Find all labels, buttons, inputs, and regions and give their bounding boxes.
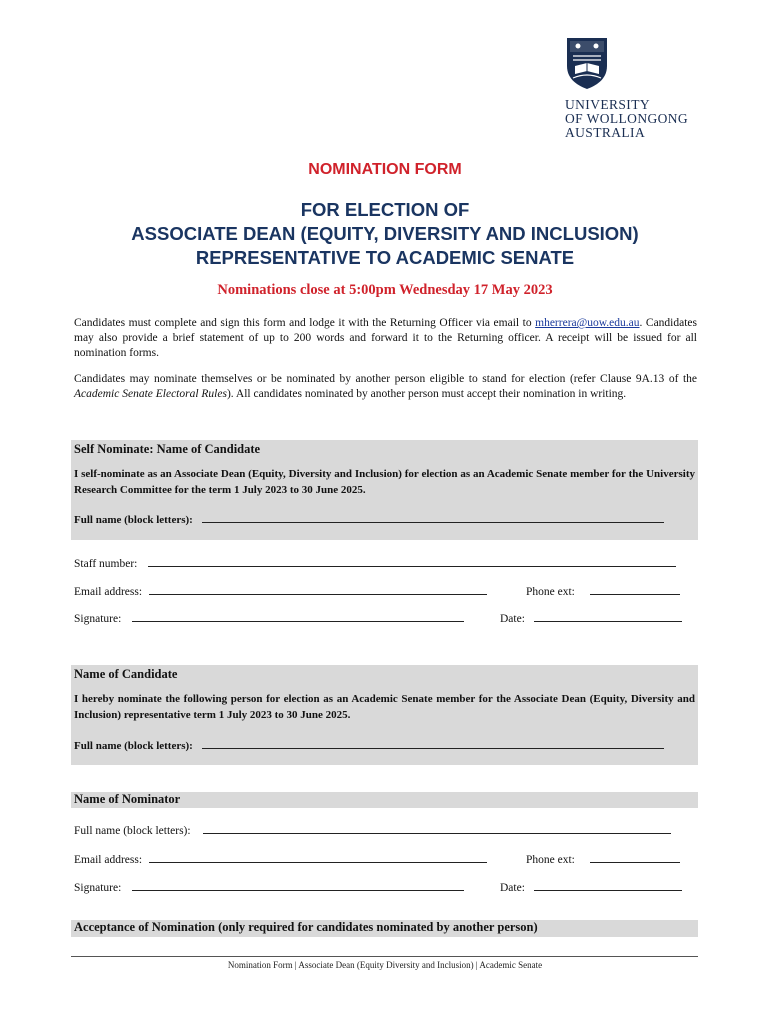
- crest-icon: [565, 36, 609, 90]
- candidate-phone-field[interactable]: [590, 584, 680, 595]
- staff-number-field[interactable]: [148, 556, 676, 567]
- name-of-candidate-section: [71, 665, 698, 765]
- section-heading: Name of Nominator: [74, 792, 181, 806]
- section-heading: Acceptance of Nomination (only required for candidates nominated by another person): [74, 920, 538, 934]
- candidate-date-row: [500, 611, 682, 625]
- intro-text: . Candidates may also provide a brief statement of up to 200 words and forward it to the Returning officer. A receipt will be issued for all nomination forms.: [74, 317, 697, 359]
- nomination-statement: I hereby nominate the following person for election as an Academic Senate member for the Associate Dean (Equity, Diversity and Inclusion) representative term 1 July 2023 to 30 June 2025.: [74, 693, 695, 721]
- section-heading: Name of Candidate: [74, 667, 178, 681]
- full-name-field[interactable]: [202, 512, 664, 523]
- field-label: Full name (block letters):: [74, 740, 193, 752]
- page-footer: Nomination Form | Associate Dean (Equity Diversity and Inclusion) | Academic Senate: [227, 960, 543, 970]
- candidate-date-field[interactable]: [534, 611, 682, 622]
- full-name-row: [74, 738, 664, 752]
- candidate-signature-row: [74, 611, 464, 625]
- nominator-email-row: [74, 852, 487, 866]
- logo-line-1: UNIVERSITY: [565, 97, 650, 112]
- footer-divider: [71, 956, 698, 957]
- field-label: Email address:: [74, 854, 143, 866]
- nominator-signature-field[interactable]: [132, 880, 464, 891]
- section-heading: Self Nominate: Name of Candidate: [74, 442, 261, 456]
- nominator-phone-field[interactable]: [590, 852, 680, 863]
- field-label: Full name (block letters):: [74, 514, 193, 526]
- candidate-email-row: [74, 584, 487, 598]
- nominee-full-name-field[interactable]: [202, 738, 664, 749]
- returning-officer-email-link[interactable]: mherrera@uow.edu.au: [535, 317, 640, 329]
- candidate-signature-field[interactable]: [132, 611, 464, 622]
- field-label: Phone ext:: [526, 586, 575, 598]
- field-label: Staff number:: [74, 558, 138, 570]
- nominator-full-name-field[interactable]: [203, 823, 671, 834]
- form-label: NOMINATION FORM: [308, 161, 462, 178]
- intro-text: ). All candidates nominated by another person must accept their nomination in writing.: [226, 388, 627, 400]
- intro-paragraph-1: [74, 316, 697, 361]
- electoral-rules-title: Academic Senate Electoral Rules: [74, 388, 227, 400]
- candidate-email-field[interactable]: [149, 584, 487, 595]
- full-name-row: [74, 512, 664, 526]
- acceptance-heading-bar: [71, 920, 698, 937]
- self-nominate-section: [71, 440, 698, 540]
- title-line-3: REPRESENTATIVE TO ACADEMIC SENATE: [195, 247, 575, 268]
- logo-line-2: OF WOLLONGONG: [565, 111, 689, 126]
- self-nominate-statement: I self-nominate as an Associate Dean (Equity, Diversity and Inclusion) for election as an Academic Senate member for the University Research Committee for the term 1 July 2023 to 30 June 2025.: [74, 468, 695, 496]
- nominator-date-field[interactable]: [534, 880, 682, 891]
- staff-number-row: [74, 556, 676, 570]
- intro-paragraph-2: [74, 372, 697, 402]
- field-label: Email address:: [74, 586, 143, 598]
- nominator-heading-bar: [71, 792, 698, 808]
- field-label: Date:: [500, 613, 525, 625]
- field-label: Signature:: [74, 613, 122, 625]
- nominator-signature-row: [74, 880, 464, 894]
- nominator-name-row: [74, 823, 671, 837]
- field-label: Full name (block letters):: [74, 825, 191, 837]
- field-label: Signature:: [74, 882, 122, 894]
- nominator-date-row: [500, 880, 682, 894]
- deadline-notice: Nominations close at 5:00pm Wednesday 17 May 2023: [217, 282, 553, 298]
- nominator-phone-row: [526, 852, 680, 866]
- title-line-1: FOR ELECTION OF: [300, 199, 470, 220]
- field-label: Date:: [500, 882, 525, 894]
- field-label: Phone ext:: [526, 854, 575, 866]
- page-title: [0, 198, 770, 270]
- title-line-2: ASSOCIATE DEAN (EQUITY, DIVERSITY AND INCLUSION): [131, 223, 639, 244]
- intro-text: Candidates may nominate themselves or be nominated by another person eligible to stand for election (refer Clause 9A.13 of the: [74, 373, 697, 385]
- candidate-phone-row: [526, 584, 680, 598]
- logo-line-3: AUSTRALIA: [565, 125, 646, 140]
- nominator-email-field[interactable]: [149, 852, 487, 863]
- intro-text: Candidates must complete and sign this form and lodge it with the Returning Officer via email to: [74, 317, 536, 329]
